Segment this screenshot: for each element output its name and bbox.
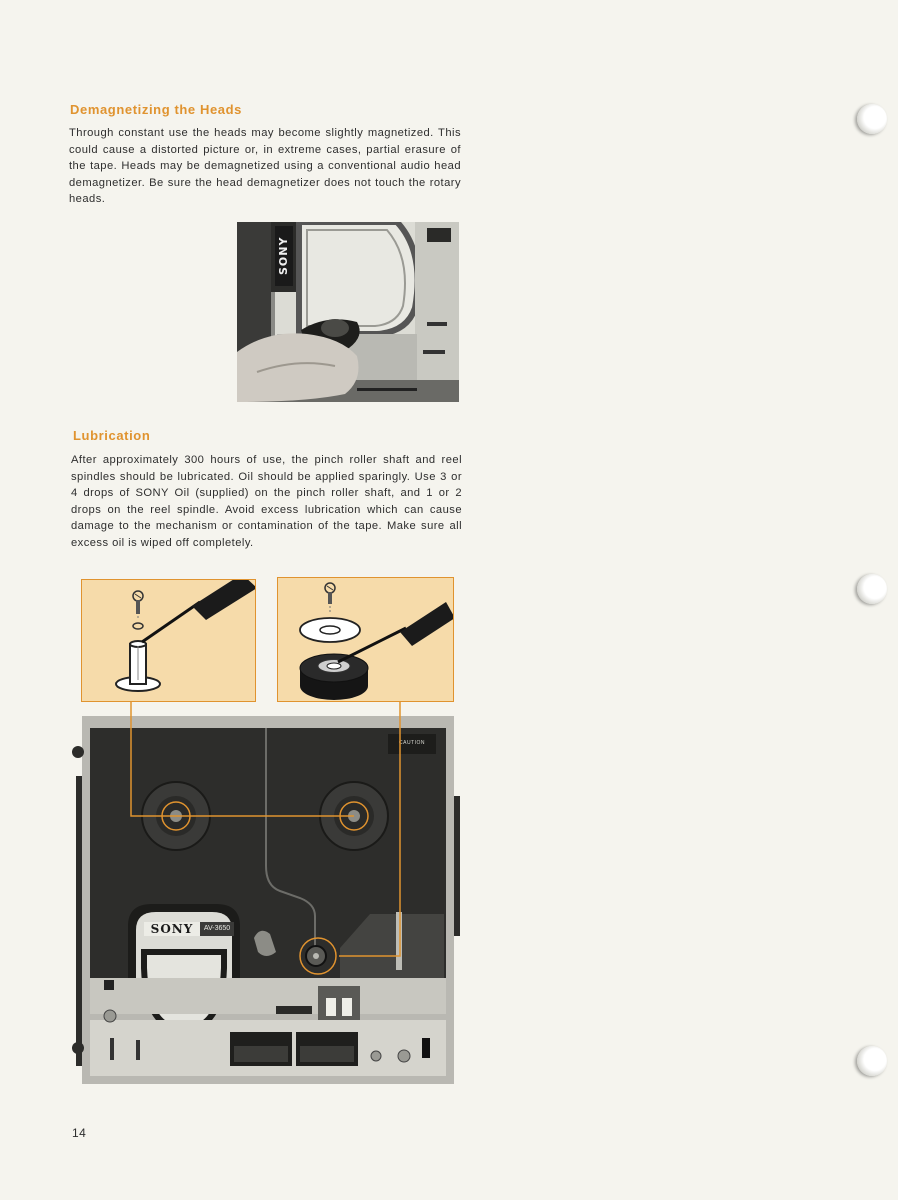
demagnetizer-photo [237,222,459,402]
demagnetizer-photo-brand-label: SONY [275,226,293,286]
binder-hole-top [857,104,887,134]
deck-photo [70,716,460,1084]
deck-model-label: AV-3650 [200,922,234,936]
reel-spindle-inset [277,577,454,702]
pinch-roller-shaft-inset [81,579,256,702]
deck-caution-label: CAUTION [399,740,425,746]
binder-hole-bottom [857,1046,887,1076]
binder-hole-middle [857,574,887,604]
section-heading-demagnetizing: Demagnetizing the Heads [70,102,242,117]
section-body-demagnetizing: Through constant use the heads may become slightly magnetized. This could cause a distorted picture or, in extreme cases, partial erasure of the tape. Heads may be demagnetized using a conventional audio head demagnetizer. Be sure the head demagnetizer does not touch the rotary heads. [69,127,461,206]
page-number: 14 [72,1126,87,1140]
section-body-lubrication: After approximately 300 hours of use, the pinch roller shaft and reel spindles should be lubricated. Oil should be applied sparingly. Use 3 or 4 drops of SONY Oil (supplied) on the pinch roller shaft, and 1 or 2 drops on the reel spindle. Avoid excess lubrication which can cause damage to the mechanism or contamination of the tape. Make sure all excess oil is wiped off completely. [71,454,462,549]
deck-brand-label: SONY [144,922,200,936]
section-heading-lubrication: Lubrication [73,428,151,443]
